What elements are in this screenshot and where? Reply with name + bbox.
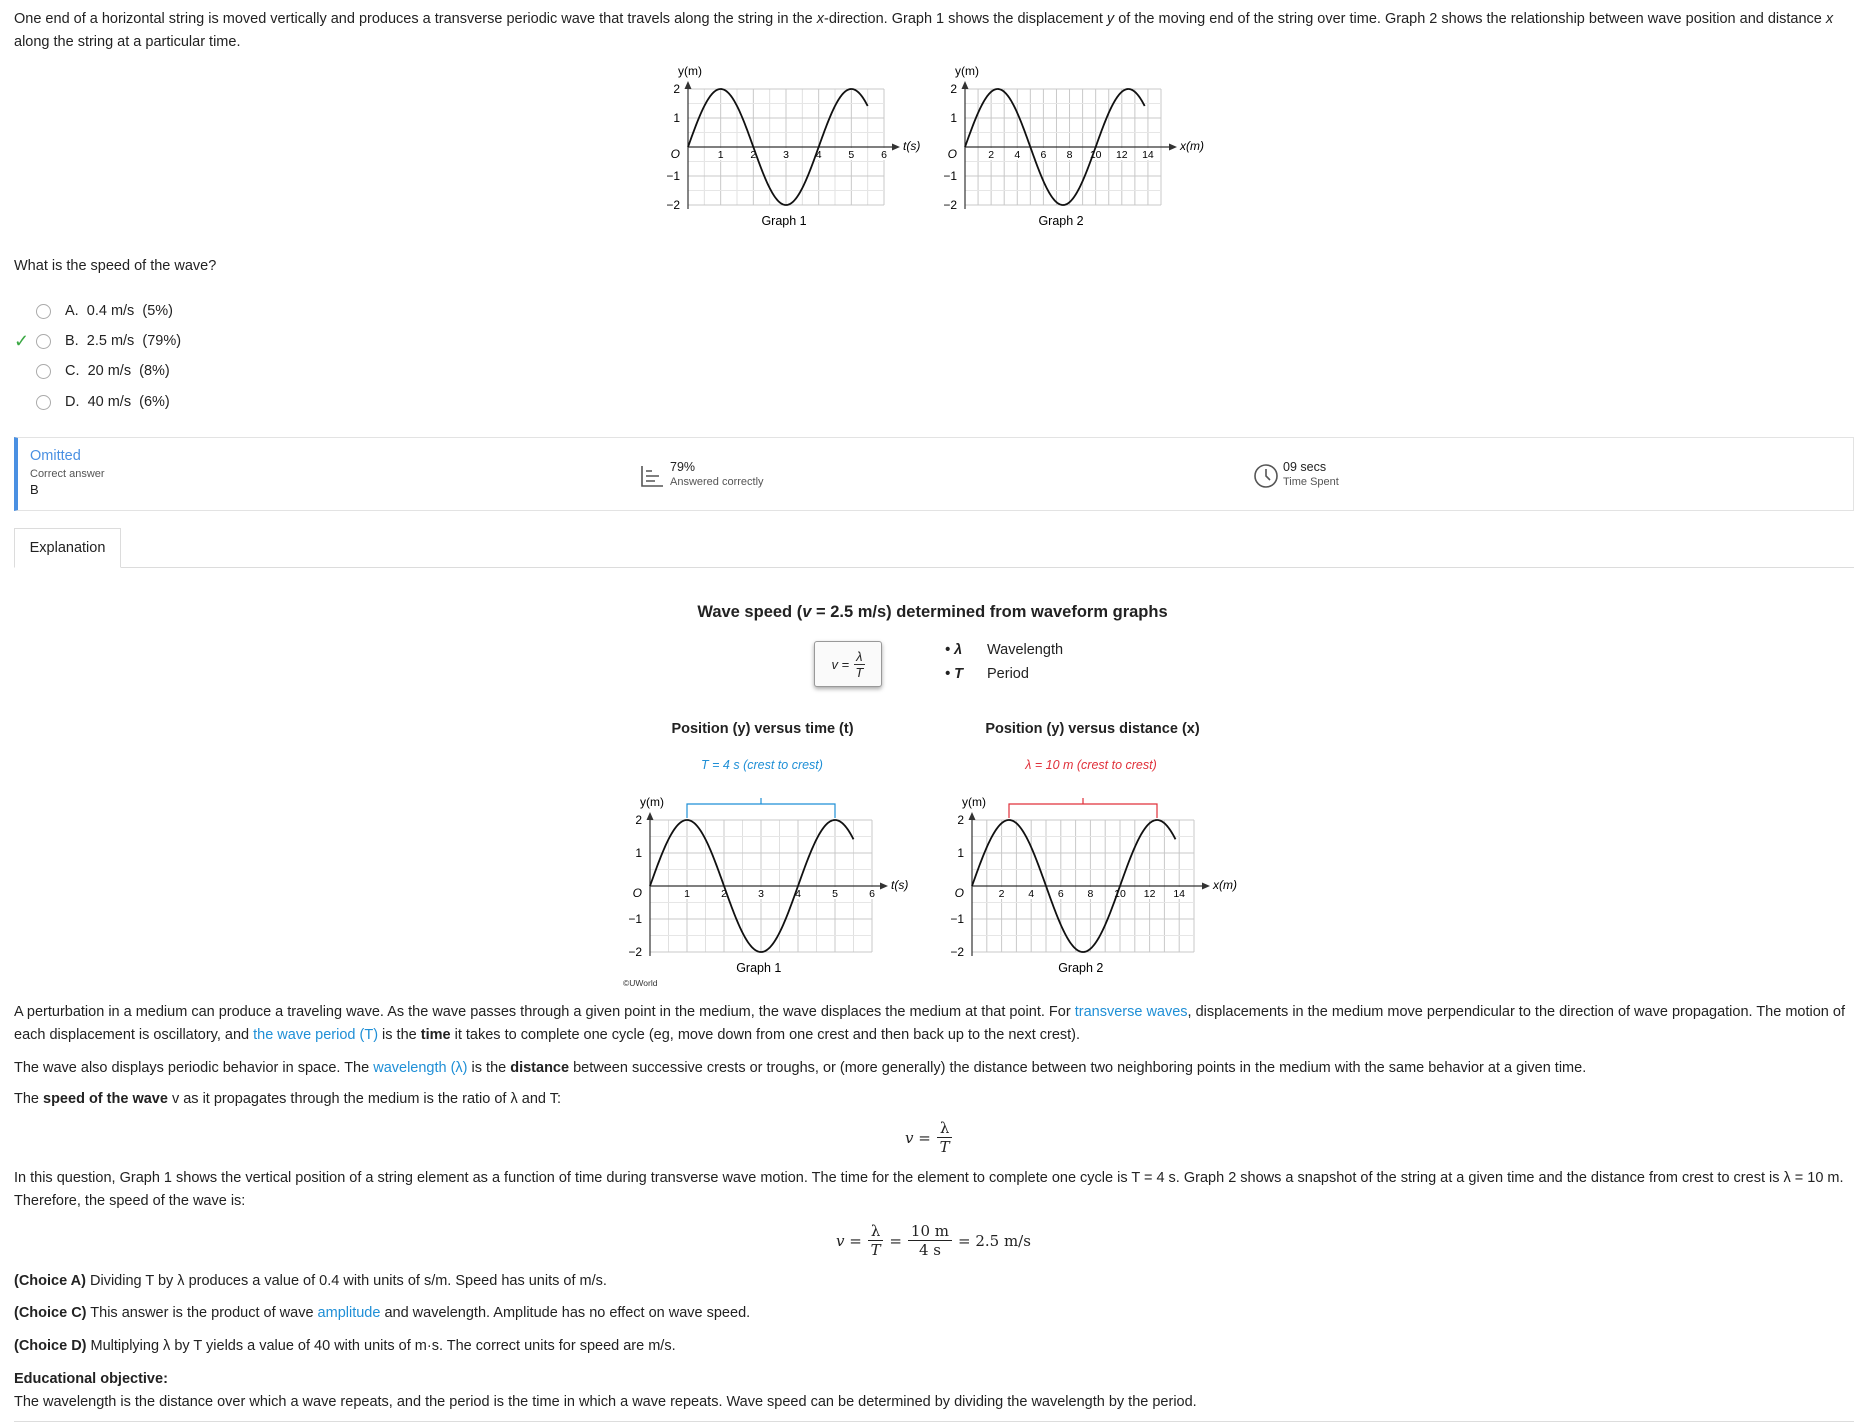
equation-calculation: v = $\frac{\lambda}{T}$ = $\frac{10 m}{4 s}$ = 2.5 m/s	[836, 1222, 1031, 1259]
correct-answer-value: B	[30, 482, 39, 497]
x-tick-label: 10	[1089, 149, 1102, 161]
origin-label: O	[632, 886, 642, 900]
choice-letter: C.	[65, 363, 80, 379]
choice-a[interactable]	[14, 300, 173, 322]
explanation-paragraph-4: In this question, Graph 1 shows the vertical position of a string element as a function of time during transverse wave motion. The time for the element to complete one cycle is T = 4 s. Graph 2 shows a snapshot of the string at a given time and the distance from crest to crest is λ = 10 m. Therefore, the speed of the wave is:	[14, 1170, 1844, 1209]
choice-pct: (8%)	[139, 363, 170, 379]
x-axis-label: x(m)	[1180, 139, 1204, 153]
x-tick-label: 1	[717, 149, 724, 161]
explanation-paragraph-2: The wave also displays periodic behavior in space. The wavelength (λ) is the distance between successive crests or troughs, or (more generally) the distance between two neighboring points in the medium with the same behavior at a given time.	[14, 1060, 1587, 1076]
question-graph-2	[943, 64, 1204, 228]
choice-text: 0.4 m/s	[86, 303, 135, 319]
x-tick-label: 8	[1087, 888, 1094, 900]
x-tick-label: 2	[988, 149, 995, 161]
graph-caption: Graph 2	[1038, 214, 1084, 228]
bottom-divider	[14, 1421, 1854, 1422]
percent-correct-label: Answered correctly	[670, 476, 764, 488]
time-spent-label: Time Spent	[1283, 476, 1339, 488]
formula-box	[814, 641, 882, 687]
y-tick-label: 2	[950, 82, 957, 96]
tab-explanation[interactable]: Explanation	[14, 528, 121, 568]
x-tick-label: 4	[795, 888, 801, 900]
choice-letter: A.	[65, 303, 79, 319]
period-bracket	[687, 798, 835, 818]
choice-d-explanation: (Choice D) Multiplying λ by T yields a value of 40 with units of m·s. The correct units for speed are m/s.	[14, 1338, 676, 1354]
explanation-graphs	[610, 752, 1260, 988]
equation-speed: v = $\frac{\lambda}{T}$	[905, 1119, 958, 1156]
explanation-paragraph-3: The speed of the wave v as it propagates through the medium is the ratio of λ and T:	[14, 1091, 561, 1107]
wavelength-note: λ = 10 m (crest to crest)	[1025, 758, 1157, 772]
educational-objective-text: The wavelength is the distance over which a wave repeats, and the period is the time in which a wave repeats. Wave speed can be determined by dividing the wavelength by the period.	[14, 1394, 1197, 1410]
bar-chart-icon	[640, 464, 664, 488]
radio-c[interactable]	[36, 364, 51, 379]
y-tick-label: −2	[666, 198, 680, 212]
left-graph-title: Position (y) versus time (t)	[671, 721, 854, 737]
question-prompt: What is the speed of the wave?	[14, 258, 217, 274]
legend-period: • T Period	[945, 666, 1029, 682]
radio-a[interactable]	[36, 304, 51, 319]
x-tick-label: 5	[832, 888, 838, 900]
y-axis-arrow	[685, 81, 692, 89]
x-tick-label: 5	[848, 149, 855, 161]
choice-text: 40 m/s	[87, 394, 132, 410]
radio-d[interactable]	[36, 395, 51, 410]
x-tick-label: 12	[1143, 888, 1156, 900]
choice-text: 20 m/s	[87, 363, 132, 379]
link-wave-period[interactable]: the wave period (T)	[253, 1027, 379, 1043]
y-axis-arrow	[969, 812, 976, 820]
question-graph-1	[666, 64, 920, 228]
x-tick-label: 6	[869, 888, 875, 900]
link-transverse-waves[interactable]: transverse waves	[1074, 1004, 1188, 1020]
x-tick-label: 4	[1028, 888, 1035, 900]
figure-title: Wave speed (v = 2.5 m/s) determined from waveform graphs	[697, 603, 1168, 621]
x-tick-label: 6	[1040, 149, 1047, 161]
choice-d[interactable]	[14, 391, 170, 413]
explanation-paragraph-1: A perturbation in a medium can produce a traveling wave. As the wave passes through a given point in the medium, the wave displaces the medium at that point. For transverse waves, displacements in the medium move perpendicular to the direction of wave propagation. The motion of each displacement is oscillatory, and the wave period (T) is the time it takes to complete one cycle (eg, move down from one crest and then back up to the next crest).	[14, 1004, 1845, 1043]
x-axis-label: t(s)	[903, 139, 921, 153]
x-tick-label: 4	[815, 149, 822, 161]
x-tick-label: 3	[783, 149, 789, 161]
choice-text: 2.5 m/s	[86, 333, 135, 349]
y-tick-label: 1	[673, 111, 680, 125]
choice-b[interactable]	[14, 330, 181, 352]
status-omitted: Omitted	[30, 448, 81, 464]
y-tick-label: 2	[635, 813, 642, 827]
y-tick-label: 2	[673, 82, 680, 96]
y-tick-label: −2	[950, 945, 964, 959]
x-tick-label: 12	[1115, 149, 1128, 161]
x-tick-label: 4	[1014, 149, 1021, 161]
x-tick-label: 6	[1057, 888, 1064, 900]
y-axis-label: y(m)	[962, 795, 986, 809]
y-tick-label: 1	[950, 111, 957, 125]
explanation-graph-2	[950, 795, 1237, 975]
origin-label: O	[954, 886, 964, 900]
x-axis-label: x(m)	[1213, 878, 1237, 892]
formula-lhs: v =	[831, 656, 850, 672]
time-spent: 09 secs	[1283, 460, 1327, 474]
link-amplitude[interactable]: amplitude	[317, 1305, 381, 1321]
choice-pct: (5%)	[142, 303, 173, 319]
y-tick-label: 2	[957, 813, 964, 827]
y-tick-label: −1	[628, 912, 642, 926]
x-tick-label: 1	[684, 888, 690, 900]
tab-divider	[14, 567, 1854, 568]
origin-label: O	[670, 147, 680, 161]
x-axis-arrow	[1169, 144, 1177, 151]
question-graphs	[640, 64, 1220, 253]
right-graph-title: Position (y) versus distance (x)	[985, 721, 1200, 737]
choice-c-explanation: (Choice C) This answer is the product of wave amplitude and wavelength. Amplitude has no effect on wave speed.	[14, 1305, 751, 1321]
y-axis-label: y(m)	[640, 795, 664, 809]
choice-c[interactable]	[14, 360, 170, 382]
x-tick-label: 3	[758, 888, 764, 900]
y-axis-label: y(m)	[955, 64, 979, 78]
x-tick-label: 8	[1066, 149, 1073, 161]
y-tick-label: −1	[943, 169, 957, 183]
percent-correct: 79%	[670, 460, 696, 474]
y-axis-label: y(m)	[678, 64, 702, 78]
formula-num: λ	[856, 648, 863, 664]
x-tick-label: 2	[721, 888, 727, 900]
link-wavelength[interactable]: wavelength (λ)	[373, 1060, 468, 1076]
legend-wavelength: • λ Wavelength	[945, 642, 1064, 658]
period-note: T = 4 s (crest to crest)	[701, 758, 823, 772]
choice-pct: (79%)	[142, 333, 182, 349]
x-tick-label: 14	[1142, 149, 1154, 161]
y-tick-label: 1	[957, 846, 964, 860]
x-axis-arrow	[892, 144, 900, 151]
y-tick-label: 1	[635, 846, 642, 860]
x-axis-arrow	[880, 883, 888, 890]
y-tick-label: −2	[628, 945, 642, 959]
x-tick-label: 6	[881, 149, 887, 161]
explanation-graph-1	[628, 795, 908, 975]
wavelength-bracket	[1009, 798, 1157, 818]
y-axis-arrow	[647, 812, 654, 820]
clock-icon	[1253, 463, 1279, 489]
x-axis-label: t(s)	[891, 878, 909, 892]
x-axis-arrow	[1202, 883, 1210, 890]
x-tick-label: 14	[1173, 888, 1186, 900]
choice-pct: (6%)	[139, 394, 170, 410]
radio-b[interactable]	[36, 334, 51, 349]
copyright: ©UWorld	[623, 978, 658, 988]
x-tick-label: 10	[1114, 888, 1126, 900]
y-tick-label: −1	[950, 912, 964, 926]
graph-caption: Graph 2	[1058, 961, 1104, 975]
x-tick-label: 2	[998, 888, 1005, 900]
check-icon: ✓	[14, 330, 30, 351]
choice-letter: D.	[65, 394, 80, 410]
y-axis-arrow	[962, 81, 969, 89]
origin-label: O	[947, 147, 957, 161]
y-tick-label: −1	[666, 169, 680, 183]
educational-objective-label: Educational objective:	[14, 1371, 168, 1387]
y-tick-label: −2	[943, 198, 957, 212]
stats-bar	[14, 437, 1854, 511]
x-tick-label: 2	[750, 149, 757, 161]
correct-answer-label: Correct answer	[30, 468, 105, 480]
choice-letter: B.	[65, 333, 79, 349]
graph-caption: Graph 1	[736, 961, 782, 975]
question-stem: One end of a horizontal string is moved vertically and produces a transverse periodic wave that travels along the string in the x-direction. Graph 1 shows the displacement y of the moving end of the string over time. Graph 2 shows the relationship between wave position and distance x along the string at a particular time.	[14, 11, 1834, 50]
formula-den: T	[855, 664, 864, 680]
choice-a-explanation: (Choice A) Dividing T by λ produces a value of 0.4 with units of s/m. Speed has units of m/s.	[14, 1273, 607, 1289]
graph-caption: Graph 1	[761, 214, 807, 228]
